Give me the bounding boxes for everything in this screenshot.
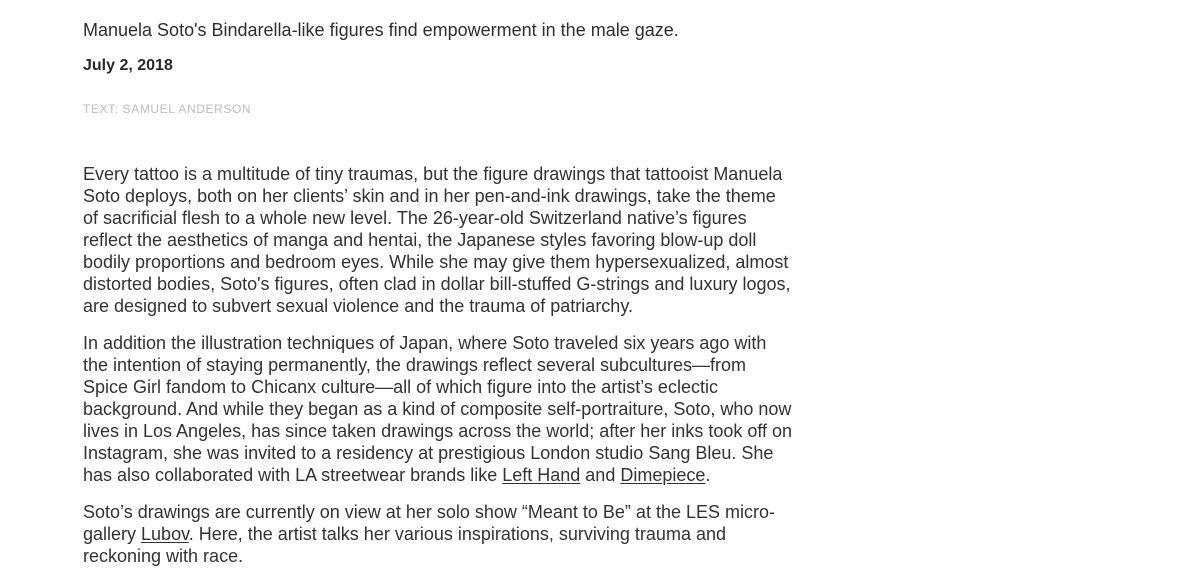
link-lubov[interactable]: Lubov bbox=[141, 524, 189, 544]
paragraph-1 bbox=[83, 163, 795, 317]
paragraph-text: and bbox=[580, 465, 621, 485]
article-byline: TEXT: SAMUEL ANDERSON bbox=[83, 102, 252, 116]
paragraph-text: Every tattoo is a multitude of tiny traumas, but the figure drawings that tattooist Manuela Soto deploys, both on her clients’ skin and in her pen-and-ink drawings, take the theme of sacrificial flesh to a whole new level. The 26-year-old Switzerland native’s figures reflect the aesthetics of manga and hentai, the Japanese styles favoring blow-up doll bodily proportions and bedroom eyes. While she may give them hypersexualized, almost distorted bodies, Soto's figures, often clad in dollar bill-stuffed G-strings and luxury logos, are designed to subvert sexual violence and the trauma of patriarchy. bbox=[83, 164, 791, 316]
paragraph-2 bbox=[83, 332, 795, 486]
link-dimepiece[interactable]: Dimepiece bbox=[620, 465, 706, 485]
article-dek: Manuela Soto's Bindarella-like figures find empowerment in the male gaze. bbox=[83, 20, 679, 40]
paragraph-text: In addition the illustration techniques of Japan, where Soto traveled six years ago with the intention of staying permanently, the drawings reflect several subcultures—from Spice Girl fandom to Chicanx culture—all of which figure into the artist’s eclectic background. And while they began as a kind of composite self-portraiture, Soto, who now lives in Los Angeles, has since taken drawings across the world; after her inks took off on Instagram, she was invited to a residency at prestigious London studio Sang Bleu. She has also collaborated with LA streetwear brands like bbox=[83, 333, 793, 485]
paragraph-text: . Here, the artist talks her various inspirations, surviving trauma and reckoning with race. bbox=[83, 524, 726, 566]
paragraph-text: Soto’s drawings are currently on view at her solo show “Meant to Be” at the LES micro-gallery bbox=[83, 502, 775, 544]
article-body bbox=[83, 163, 795, 582]
paragraph-3 bbox=[83, 501, 795, 567]
article-date: July 2, 2018 bbox=[83, 57, 173, 74]
paragraph-text: . bbox=[705, 465, 711, 485]
link-left-hand[interactable]: Left Hand bbox=[502, 465, 581, 485]
